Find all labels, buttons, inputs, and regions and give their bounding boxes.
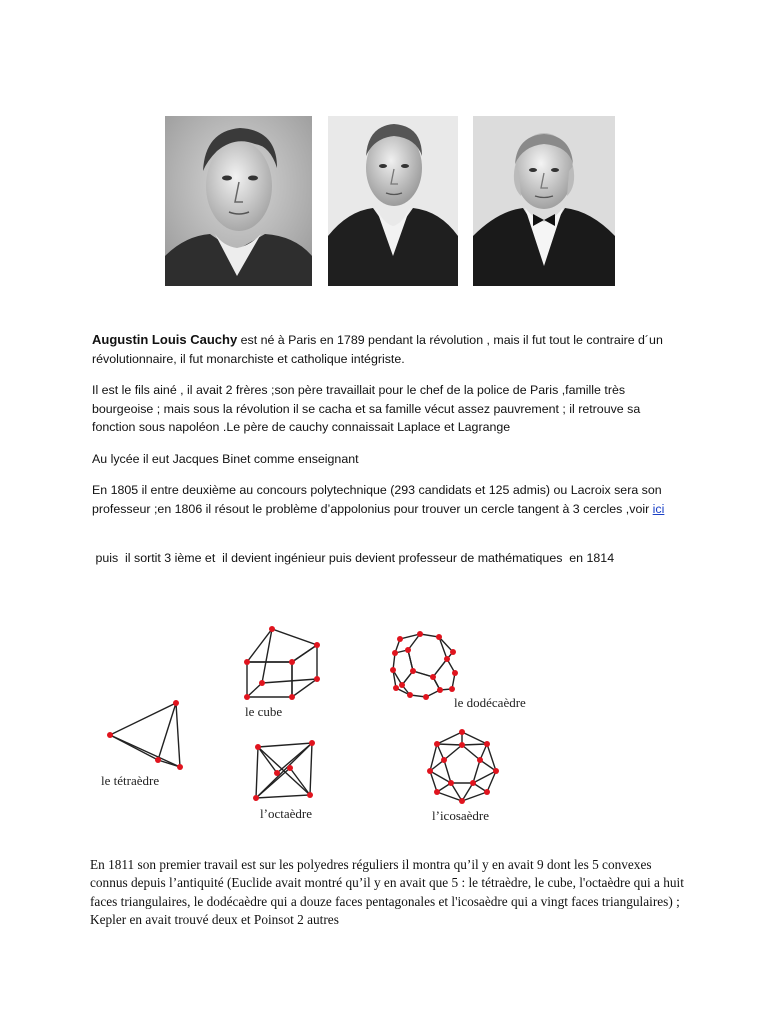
- polyhedron-vertex: [430, 674, 436, 680]
- polyhedron-vertex: [314, 642, 320, 648]
- polyhedron-vertex: [444, 656, 450, 662]
- polyhedron-vertex: [410, 668, 416, 674]
- polytechnique-text: En 1805 il entre deuxième au concours polytechnique (293 candidats et 125 admis) ou Lacroix sera son professeur ;en 1806 il résout le problème d’appolonius pour trouver un cercle tangent à 3 cercles ,voir: [92, 483, 662, 516]
- polyhedron-vertex: [392, 650, 398, 656]
- lycee-text: Au lycée il eut Jacques Binet comme enseignant: [92, 452, 359, 466]
- polyhedron-vertex: [244, 659, 250, 665]
- polyhedron-vertex: [405, 647, 411, 653]
- portrait-young-cauchy: [165, 116, 312, 286]
- polyhedron-vertex: [307, 792, 313, 798]
- bio-paragraph-family: [92, 381, 682, 437]
- polyhedron-vertex: [259, 680, 265, 686]
- polyhedron-vertex: [477, 757, 483, 763]
- polyhedra-figure: [90, 615, 570, 830]
- octahedron-label: l’octaèdre: [260, 806, 312, 821]
- polyhedron-vertex: [177, 764, 183, 770]
- cauchy-name: Augustin Louis Cauchy: [92, 332, 238, 347]
- polyhedron-vertex: [289, 659, 295, 665]
- polyhedron-vertex: [484, 741, 490, 747]
- polyhedron-vertex: [397, 636, 403, 642]
- polyhedron-vertex: [309, 740, 315, 746]
- polyhedron-vertex: [470, 780, 476, 786]
- polyhedron-vertex: [427, 768, 433, 774]
- tetrahedron-drawing: [110, 703, 180, 767]
- birth-text: est né à Paris en 1789 pendant la révolution , mais il fut tout le contraire d´un révolutionnaire, il fut monarchiste et catholique intégriste.: [92, 333, 663, 366]
- polyhedron-vertex: [452, 670, 458, 676]
- polyhedron-vertex: [484, 789, 490, 795]
- polyhedron-vertex: [437, 687, 443, 693]
- polyhedron-vertex: [255, 744, 261, 750]
- polyhedron-vertex: [173, 700, 179, 706]
- portrait-old-cauchy: [473, 116, 615, 286]
- family-text: Il est le fils ainé , il avait 2 frères ;son père travaillait pour le chef de la police de Paris ,famille très bourgeoise ; mais sous la révolution il se cacha et sa famille vécut assez pauvrement ; il retrouve sa fonction sous napoléon .Le père de cauchy connaissait Laplace et Lagrange: [92, 383, 641, 434]
- polyhedron-vertex: [459, 742, 465, 748]
- polyhedron-vertex: [287, 765, 293, 771]
- polyhedra-paragraph: En 1811 son premier travail est sur les polyedres réguliers il montra qu’il y en avait 9 dont les 5 convexes connus depuis l’antiquité (Euclide avait montré qu’il y en avait que 5 : le tétraèdre, le cube, l'octaèdre qui a huit faces triangulaires, le dodécaèdre qui a douze faces pentagonales et l'icosaèdre qui a vingt faces triangulaires) ; Kepler en avait trouvé deux et Poinsot 2 autres: [90, 857, 684, 928]
- polyhedron-vertex: [434, 789, 440, 795]
- cube-drawing: [247, 629, 317, 697]
- cube-label: le cube: [245, 704, 283, 719]
- bio-paragraph-engineer: [92, 549, 682, 568]
- polyhedron-vertex: [107, 732, 113, 738]
- polyhedron-vertex: [253, 795, 259, 801]
- polyhedron-vertex: [407, 692, 413, 698]
- polyhedron-vertex: [244, 694, 250, 700]
- polyhedron-vertex: [459, 798, 465, 804]
- polyhedron-vertex: [269, 626, 275, 632]
- engineer-text: puis il sortit 3 ième et il devient ingénieur puis devient professeur de mathématiques en 1814: [92, 551, 615, 565]
- polyhedron-vertex: [399, 682, 405, 688]
- bio-paragraph-lycee: [92, 450, 682, 469]
- icosahedron-label: l’icosaèdre: [432, 808, 490, 823]
- polyhedron-vertex: [393, 685, 399, 691]
- polyhedron-vertex: [274, 770, 280, 776]
- polyhedron-vertex: [449, 686, 455, 692]
- polyhedron-vertex: [493, 768, 499, 774]
- polyhedron-vertex: [155, 757, 161, 763]
- bio-paragraph-polytechnique: [92, 481, 682, 518]
- polyhedron-vertex: [390, 667, 396, 673]
- octahedron-drawing: [256, 743, 312, 798]
- ici-link[interactable]: ici: [652, 501, 665, 516]
- polyhedron-vertex: [459, 729, 465, 735]
- bio-paragraph-birth: [92, 331, 682, 368]
- polyhedron-vertex: [441, 757, 447, 763]
- polyhedron-vertex: [417, 631, 423, 637]
- polyhedron-vertex: [450, 649, 456, 655]
- polyhedron-vertex: [434, 741, 440, 747]
- portrait-middle-aged-cauchy: [328, 116, 458, 286]
- polyhedron-vertex: [423, 694, 429, 700]
- tetrahedron-label: le tétraèdre: [101, 773, 160, 788]
- polyhedron-vertex: [436, 634, 442, 640]
- polyhedron-vertex: [289, 694, 295, 700]
- dodecahedron-label: le dodécaèdre: [454, 695, 526, 710]
- polyhedron-vertex: [448, 780, 454, 786]
- polyhedron-vertex: [314, 676, 320, 682]
